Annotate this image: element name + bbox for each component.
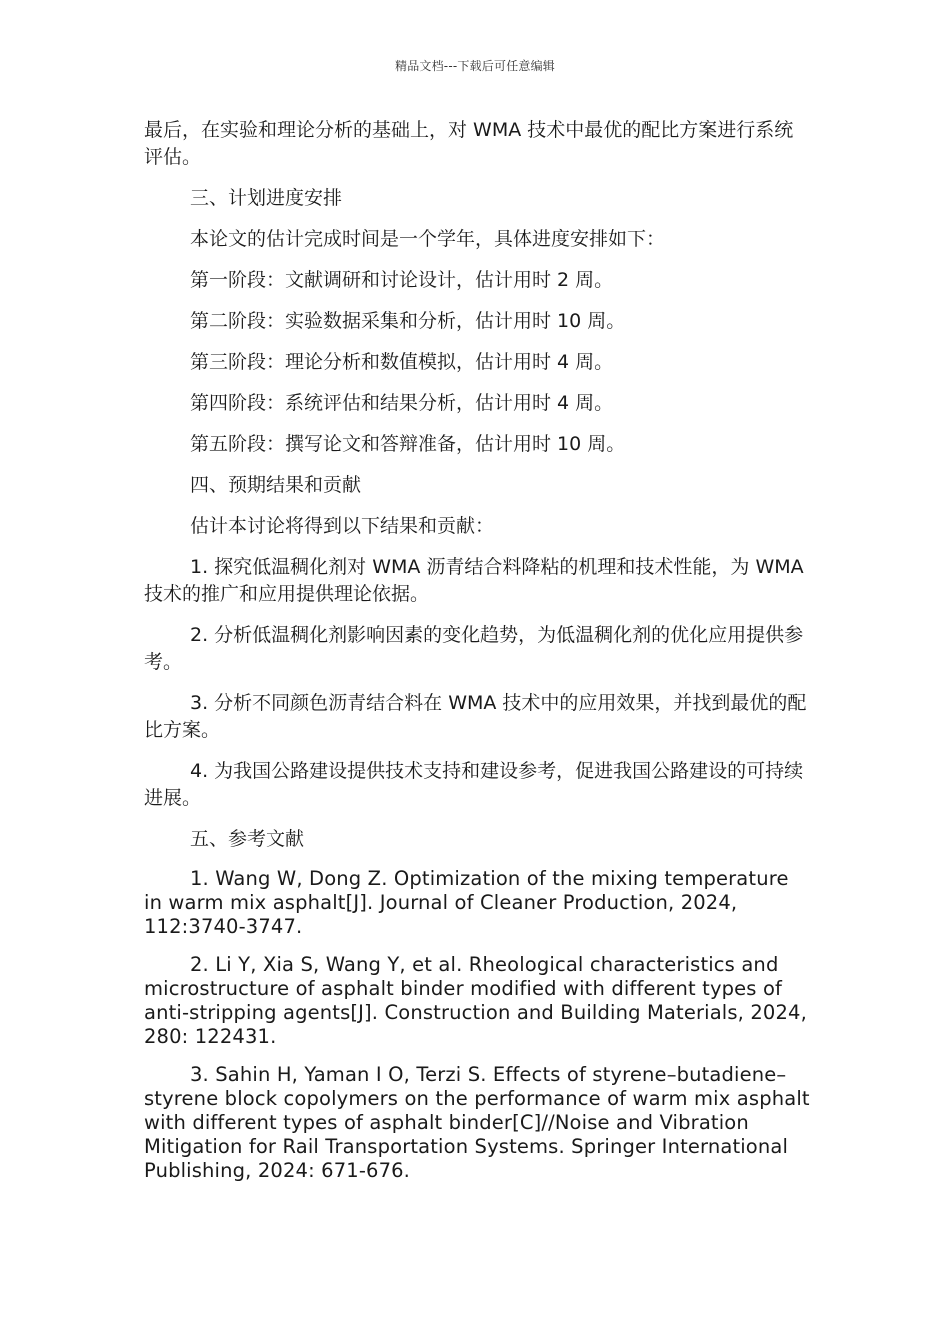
result-item: 1. 探究低温稠化剂对 WMA 沥青结合料降粘的机理和技术性能，为 WMA 技术的推广和应用提供理论依据。: [144, 556, 804, 605]
section-heading-references: 五、参考文献: [190, 828, 305, 850]
section-heading-results: 四、预期结果和贡献: [190, 474, 362, 496]
schedule-stage: 第二阶段：实验数据采集和分析，估计用时 10 周。: [190, 310, 626, 332]
reference-item: 3. Sahin H, Yaman I O, Terzi S. Effects of styrene–butadiene–styrene block copolymers on the performance of warm mix asphalt with different types of asphalt binder[C]//Noise and Vibration Mitigation for Rail Transportation Systems. Springer International Publishing, 2024: 671-676.: [144, 1063, 810, 1182]
reference-item: 1. Wang W, Dong Z. Optimization of the mixing temperature in warm mix asphalt[J]. Journal of Cleaner Production, 2024, 112:3740-3747.: [144, 867, 789, 938]
schedule-stage: 第三阶段：理论分析和数值模拟，估计用时 4 周。: [190, 351, 614, 373]
schedule-stage: 第一阶段：文献调研和讨论设计，估计用时 2 周。: [190, 269, 614, 291]
intro-paragraph: 最后，在实验和理论分析的基础上，对 WMA 技术中最优的配比方案进行系统评估。: [144, 119, 794, 168]
result-item: 2. 分析低温稠化剂影响因素的变化趋势，为低温稠化剂的优化应用提供参考。: [144, 624, 804, 673]
page-header: 精品文档---下载后可任意编辑: [395, 59, 555, 73]
result-item: 3. 分析不同颜色沥青结合料在 WMA 技术中的应用效果，并找到最优的配比方案。: [144, 692, 807, 741]
result-item: 4. 为我国公路建设提供技术支持和建设参考，促进我国公路建设的可持续进展。: [144, 760, 804, 809]
schedule-intro: 本论文的估计完成时间是一个学年，具体进度安排如下：: [190, 228, 666, 250]
reference-item: 2. Li Y, Xia S, Wang Y, et al. Rheological characteristics and microstructure of asphalt binder modified with different types of anti-stripping agents[J]. Construction and Building Materials, 2024, 280: 122431.: [144, 953, 807, 1048]
document-body: [144, 117, 810, 1197]
schedule-stage: 第五阶段：撰写论文和答辩准备，估计用时 10 周。: [190, 433, 626, 455]
schedule-stage: 第四阶段：系统评估和结果分析，估计用时 4 周。: [190, 392, 614, 414]
results-intro: 估计本讨论将得到以下结果和贡献：: [190, 515, 495, 537]
section-heading-schedule: 三、计划进度安排: [190, 187, 343, 209]
